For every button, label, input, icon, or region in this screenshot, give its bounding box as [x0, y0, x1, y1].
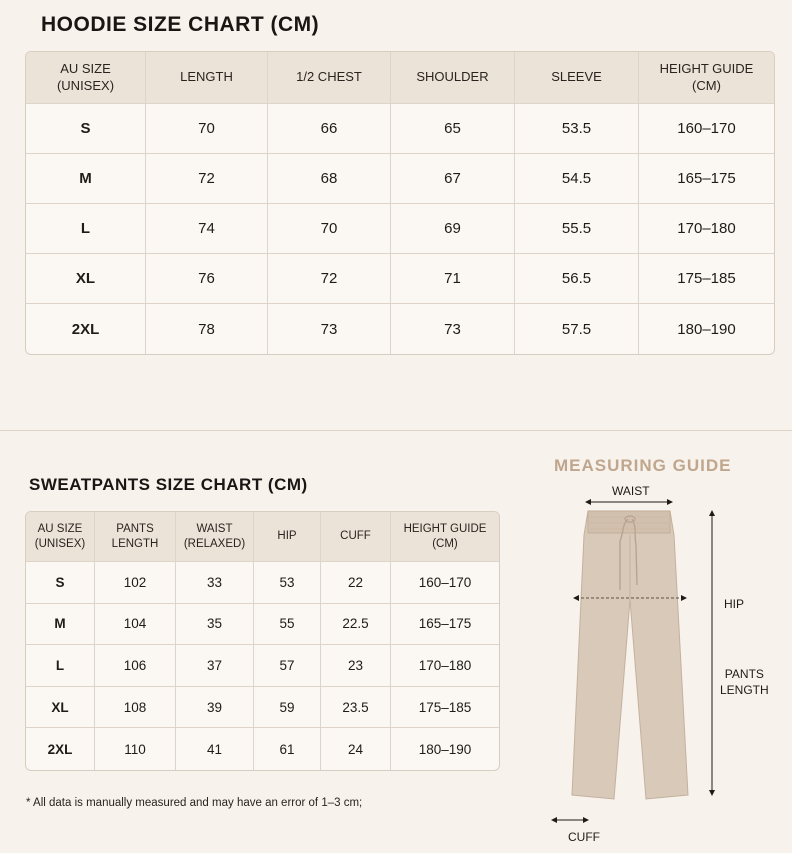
value-cell: 160–170: [391, 562, 499, 604]
value-cell: 69: [391, 204, 515, 254]
column-header: WAIST (RELAXED): [176, 512, 254, 562]
column-header: HEIGHT GUIDE (CM): [391, 512, 499, 562]
size-cell: 2XL: [26, 728, 95, 770]
value-cell: 33: [176, 562, 254, 604]
value-cell: 23: [321, 645, 391, 687]
value-cell: 23.5: [321, 687, 391, 729]
table-row: [26, 562, 499, 604]
hip-label: HIP: [724, 597, 745, 611]
value-cell: 106: [95, 645, 176, 687]
hoodie-size-table: [25, 51, 775, 355]
value-cell: 53: [254, 562, 321, 604]
size-cell: L: [26, 645, 95, 687]
cuff-label: CUFF: [568, 830, 600, 844]
sweatpants-chart-title: SWEATPANTS SIZE CHART (CM): [29, 475, 308, 494]
value-cell: 165–175: [639, 154, 774, 204]
table-row: [26, 204, 774, 254]
column-header: LENGTH: [146, 52, 268, 104]
value-cell: 41: [176, 728, 254, 770]
value-cell: 35: [176, 604, 254, 646]
column-header: PANTS LENGTH: [95, 512, 176, 562]
sweatpants-header-row: [26, 512, 499, 562]
value-cell: 180–190: [418, 741, 472, 757]
size-cell: XL: [26, 254, 146, 304]
value-cell: 54.5: [515, 154, 639, 204]
waist-label: WAIST: [612, 484, 650, 498]
hoodie-header-row: [26, 52, 774, 104]
value-cell: 53.5: [515, 104, 639, 154]
value-cell: 55: [254, 604, 321, 646]
column-header: CUFF: [321, 512, 391, 562]
value-cell: 67: [391, 154, 515, 204]
value-cell: 24: [321, 728, 391, 770]
value-cell: 71: [391, 254, 515, 304]
value-cell: 39: [176, 687, 254, 729]
value-cell: 175–185: [391, 687, 499, 729]
size-cell: XL: [26, 687, 95, 729]
value-cell: 66: [268, 104, 391, 154]
value-cell: 22.5: [321, 604, 391, 646]
hoodie-table-body: [26, 104, 774, 354]
value-cell: 78: [146, 304, 268, 354]
pants-length-label: PANTS LENGTH: [720, 667, 769, 698]
table-row: [26, 604, 499, 646]
table-row: [26, 104, 774, 154]
column-header: AU SIZE (UNISEX): [26, 512, 95, 562]
value-cell: 55.5: [515, 204, 639, 254]
value-cell: 175–185: [639, 254, 774, 304]
value-cell: 65: [391, 104, 515, 154]
value-cell: 70: [146, 104, 268, 154]
value-cell: 22: [321, 562, 391, 604]
table-row: [26, 254, 774, 304]
footnote: * All data is manually measured and may have an error of 1–3 cm;: [26, 797, 363, 809]
value-cell: 104: [95, 604, 176, 646]
hoodie-chart-title: HOODIE SIZE CHART (CM): [41, 13, 320, 36]
table-row: [26, 645, 499, 687]
value-cell: 57.5: [515, 304, 639, 354]
value-cell: 57: [254, 645, 321, 687]
value-cell: 70: [268, 204, 391, 254]
size-cell: M: [26, 154, 146, 204]
value-cell: 102: [95, 562, 176, 604]
table-row: [26, 687, 499, 729]
sweatpants-table-body: [26, 562, 499, 770]
column-header: HEIGHT GUIDE (CM): [639, 52, 774, 104]
size-cell: S: [26, 562, 95, 604]
value-cell: 108: [95, 687, 176, 729]
value-cell: 76: [146, 254, 268, 304]
value-cell: 170–180: [391, 645, 499, 687]
column-header: 1/2 CHEST: [268, 52, 391, 104]
value-cell: 170–180: [639, 204, 774, 254]
value-cell: 73: [391, 304, 515, 354]
value-cell: 37: [176, 645, 254, 687]
column-header: SLEEVE: [515, 52, 639, 104]
size-cell: L: [26, 204, 146, 254]
value-cell: 61: [254, 728, 321, 770]
measuring-guide-title: MEASURING GUIDE: [554, 456, 732, 475]
size-cell: 2XL: [26, 304, 146, 354]
value-cell: 72: [146, 154, 268, 204]
table-row: [26, 154, 774, 204]
value-cell: 68: [268, 154, 391, 204]
column-header: AU SIZE (UNISEX): [26, 52, 146, 104]
value-cell: 73: [268, 304, 391, 354]
sweatpants-diagram-icon: [540, 495, 730, 830]
size-cell: S: [26, 104, 146, 154]
value-cell: 165–175: [391, 604, 499, 646]
value-cell: 56.5: [515, 254, 639, 304]
section-divider: [0, 430, 792, 431]
value-cell: 72: [268, 254, 391, 304]
value-cell: 110: [95, 728, 176, 770]
value-cell: 180–190: [677, 320, 736, 338]
sweatpants-size-table: [25, 511, 500, 771]
column-header: SHOULDER: [391, 52, 515, 104]
table-row: [26, 728, 499, 770]
column-header: HIP: [254, 512, 321, 562]
value-cell: 59: [254, 687, 321, 729]
value-cell: 74: [146, 204, 268, 254]
value-cell: 160–170: [639, 104, 774, 154]
size-cell: M: [26, 604, 95, 646]
table-row: [26, 304, 774, 354]
